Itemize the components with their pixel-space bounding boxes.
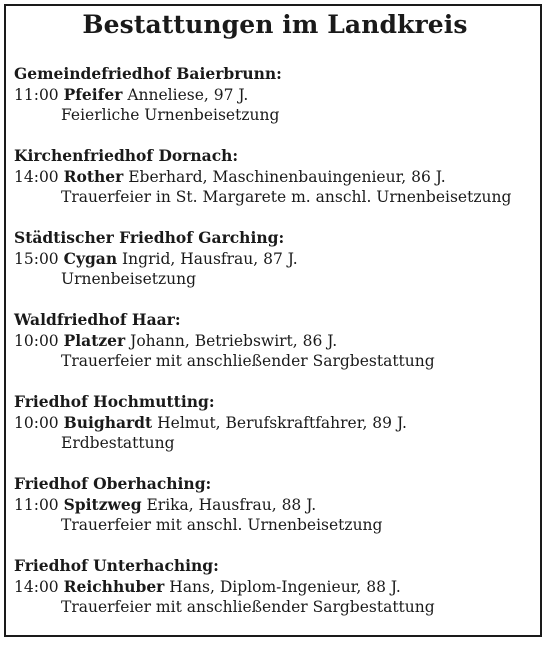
deceased-surname: Buighardt — [63, 412, 153, 432]
ceremony-description: Trauerfeier mit anschl. Urnenbeisetzung — [61, 516, 383, 534]
burial-entry-dornach — [14, 146, 542, 228]
deceased-surname: Spitzweg — [63, 494, 142, 514]
page-title: Bestattungen im Landkreis — [82, 10, 468, 39]
cemetery-name: Waldfriedhof Haar: — [14, 310, 181, 329]
burial-line — [14, 577, 542, 598]
burial-time: 10:00 — [14, 413, 59, 432]
burial-time: 14:00 — [14, 167, 59, 186]
cemetery-name: Friedhof Oberhaching: — [14, 474, 212, 493]
burial-time: 11:00 — [14, 85, 59, 104]
burial-line — [14, 413, 542, 434]
ceremony-description: Feierliche Urnenbeisetzung — [61, 106, 280, 124]
burial-line — [14, 249, 542, 270]
burial-line — [14, 331, 542, 352]
deceased-surname: Rother — [63, 166, 124, 186]
deceased-details: Erika, Hausfrau, 88 J. — [146, 495, 317, 514]
burial-time: 15:00 — [14, 249, 59, 268]
burial-entry-hochmutting — [14, 392, 542, 474]
ceremony-description: Trauerfeier in St. Margarete m. anschl. Urnenbeisetzung — [61, 188, 512, 206]
deceased-details: Helmut, Berufskraftfahrer, 89 J. — [157, 413, 407, 432]
burial-time: 11:00 — [14, 495, 59, 514]
burial-entry-garching — [14, 228, 542, 310]
deceased-surname: Reichhuber — [63, 576, 165, 596]
burial-entry-unterhaching — [14, 556, 542, 638]
ceremony-description: Urnenbeisetzung — [61, 270, 197, 288]
deceased-surname: Cygan — [63, 248, 118, 268]
burial-entry-oberhaching — [14, 474, 542, 556]
cemetery-name: Städtischer Friedhof Garching: — [14, 228, 285, 247]
deceased-surname: Platzer — [63, 330, 126, 350]
cemetery-name: Gemeindefriedhof Baierbrunn: — [14, 64, 282, 83]
deceased-details: Anneliese, 97 J. — [127, 85, 249, 104]
burial-line — [14, 495, 542, 516]
cemetery-name: Friedhof Unterhaching: — [14, 556, 219, 575]
deceased-details: Hans, Diplom-Ingenieur, 88 J. — [169, 577, 401, 596]
burial-entry-baierbrunn — [14, 64, 542, 146]
deceased-surname: Pfeifer — [63, 84, 123, 104]
deceased-details: Eberhard, Maschinenbauingenieur, 86 J. — [128, 167, 446, 186]
ceremony-description: Trauerfeier mit anschließender Sargbestattung — [61, 352, 435, 370]
burial-list — [14, 64, 542, 638]
burial-line — [14, 167, 542, 188]
burial-entry-haar — [14, 310, 542, 392]
burial-time: 14:00 — [14, 577, 59, 596]
cemetery-name: Friedhof Hochmutting: — [14, 392, 215, 411]
deceased-details: Ingrid, Hausfrau, 87 J. — [122, 249, 298, 268]
ceremony-description: Trauerfeier mit anschließender Sargbestattung — [61, 598, 435, 616]
ceremony-description: Erdbestattung — [61, 434, 175, 452]
burial-time: 10:00 — [14, 331, 59, 350]
burial-line — [14, 85, 542, 106]
cemetery-name: Kirchenfriedhof Dornach: — [14, 146, 239, 165]
deceased-details: Johann, Betriebswirt, 86 J. — [130, 331, 338, 350]
